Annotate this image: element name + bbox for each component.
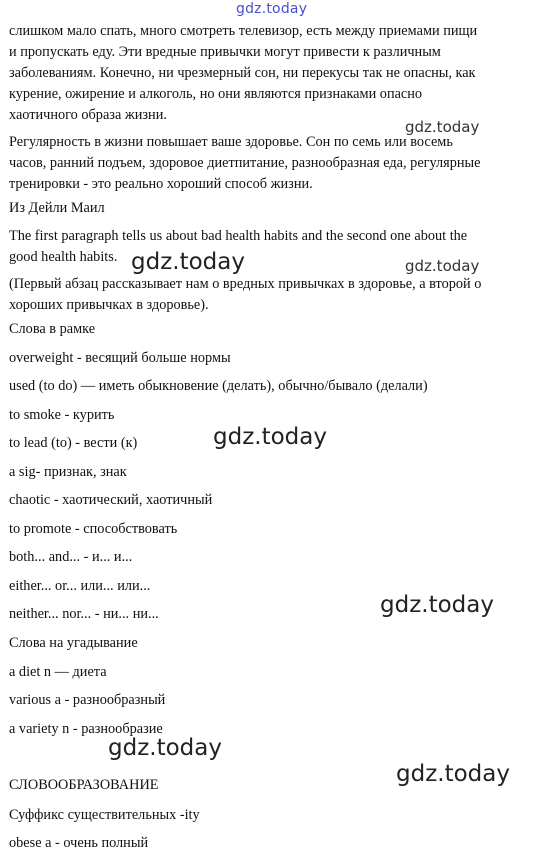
watermark: gdz.today [131,249,245,275]
vocab-item [9,833,549,854]
vocab-text: to smoke - курить [9,407,115,423]
heading-text: Слова на угадывание [9,635,138,651]
vocab-item [9,462,549,483]
vocab-text: chaotic - хаотический, хаотичный [9,492,213,508]
heading-text: СЛОВООБРАЗОВАНИЕ [9,777,159,793]
text-line: и пропускать еду. Эти вредные привычки могут привести к различным [9,44,441,60]
russian-answer [9,274,549,316]
vocab-text: to lead (to) - вести (к) [9,435,138,451]
text-line: тренировки - это реально хороший способ жизни. [9,176,313,192]
text-line: хороших привычках в здоровье). [9,297,209,313]
paragraph-bad-habits [9,21,549,126]
vocab-text: either... or... или... или... [9,578,151,594]
vocab-text: to promote - способствовать [9,521,178,537]
text-line: слишком мало спать, много смотреть телевизор, есть между приемами пищи [9,23,478,39]
text-line: часов, ранний подъем, здоровое диетпитание, разнообразная еда, регулярные [9,155,481,171]
source-line [9,198,549,219]
text-line: Регулярность в жизни повышает ваше здоровье. Сон по семь или восемь [9,134,453,150]
watermark: gdz.today [405,118,480,136]
vocab-item [9,376,549,397]
text-line: заболеваниям. Конечно, ни чрезмерный сон, ни перекусы так не опасны, как [9,65,476,81]
vocab-text: a diet n — диета [9,664,107,680]
text-line: хаотичного образа жизни. [9,107,167,123]
rule-text: Суффикс существительных -ity [9,807,200,823]
watermark: gdz.today [380,592,494,618]
watermark: gdz.today [396,761,510,787]
source-text: Из Дейли Маил [9,200,105,216]
text-line: (Первый абзац рассказывает нам о вредных привычках в здоровье, а второй о [9,276,482,292]
vocab-item [9,547,549,568]
vocab-item [9,719,549,740]
text-line: курение, ожирение и алкоголь, но они являются признаками опасно [9,86,423,102]
vocab-item [9,519,549,540]
rule-item [9,805,549,826]
vocab-text: a variety n - разнообразие [9,721,163,737]
site-logo[interactable]: gdz.today [236,1,308,17]
heading-text: Слова в рамке [9,321,96,337]
text-line: good health habits. [9,249,118,265]
vocab-item [9,348,549,369]
vocab-item [9,405,549,426]
vocab-text: a sig- признак, знак [9,464,127,480]
vocab-item [9,662,549,683]
vocab-text: both... and... - и... и... [9,549,133,565]
vocab-text: various a - разнообразный [9,692,166,708]
watermark: gdz.today [405,257,480,275]
vocab-item [9,690,549,711]
section-heading-guess-words [9,633,549,654]
watermark: gdz.today [108,735,222,761]
watermark: gdz.today [213,424,327,450]
vocab-text: neither... nor... - ни... ни... [9,606,159,622]
vocab-text: obese a - очень полный [9,835,149,851]
vocab-text: used (to do) — иметь обыкновение (делать), обычно/бывало (делали) [9,378,428,394]
paragraph-good-habits [9,132,549,195]
vocab-item [9,490,549,511]
section-heading-vocab-box [9,319,549,340]
vocab-text: overweight - весящий больше нормы [9,350,231,366]
text-line: The first paragraph tells us about bad health habits and the second one about the [9,228,468,244]
